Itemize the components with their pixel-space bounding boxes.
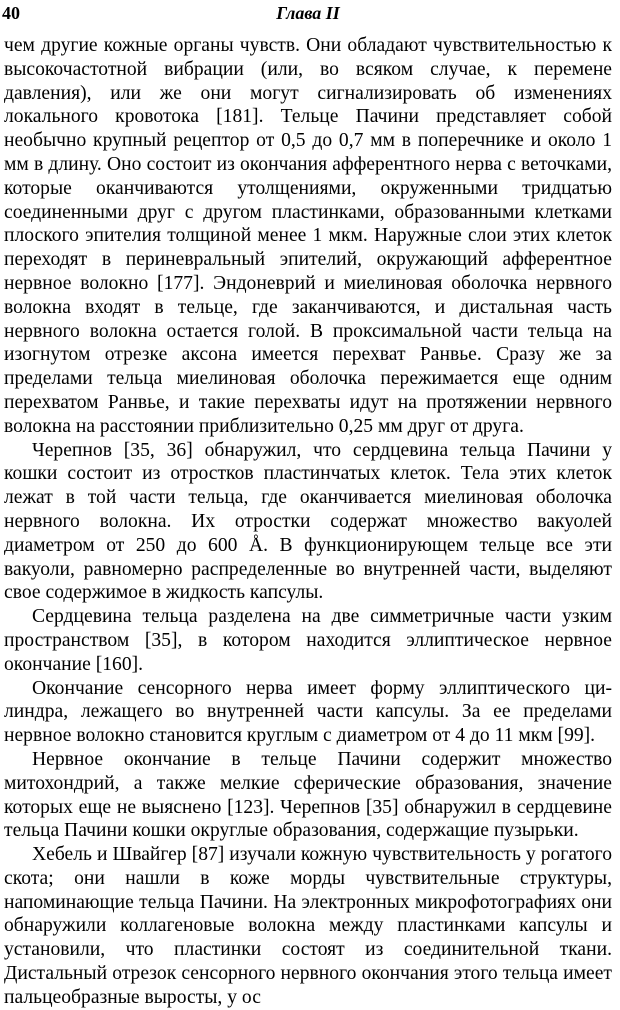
paragraph: чем другие кожные органы чувств. Они обладают чувствительностью к высокочастотной вибрации (или, во всяком случае, к перемене давления), или же они могут сигнализировать об изменениях локального кровотока [181]. Тельце Пачини представляет собой необычно крупный рецептор от 0,5 до 0,7 мм в поперечнике и около 1 мм в длину. Оно состоит из окончания афферентного нерва с веточками, которые оканчиваются утолщениями, окруженными тридцатью соединенными друг с другом пластинками, образованными клетками плоского эпителия толщиной менее 1 мкм. Наружные слои этих клеток переходят в периневральный эпителий, окружающий афферентное нервное волокно [177]. Эндоневрий и миелиновая оболочка нервного волокна входят в тельце, где заканчиваются, и дистальная часть нервного волокна остается голой. В проксимальной части тельца на изогнутом отрезке аксона имеется перехват Ранвье. Сразу же за пределами тельца миелиновая оболочка пережимается еще одним перехватом Ранвье, и такие перехваты идут на протяжении нервного волокна на расстоянии приблизительно 0,25 мм друг от друга. [4,35,612,437]
running-head: Глава II [276,3,340,23]
paragraph: Окончание сенсорного нерва имеет форму эллиптического цилиндра, лежащего во внутренней части капсулы. За ее пределами нервное волокно становится круглым с диаметром от 4 до 11 мкм [99]. [4,677,612,747]
page-header [2,0,614,26]
paragraph: Нервное окончание в тельце Пачини содержит множество митохондрий, а также мелкие сферические образования, значение которых еще не выяснено [123]. Черепнов [35] обнаружил в сердцевине тельца Пачини кошки округлые образования, содержащие пузырьки. [4,748,612,842]
paragraph: Хебель и Швайгер [87] изучали кожную чувствительность у рогатого скота; они нашли в коже морды чувствительные структуры, напоминающие тельца Пачини. На электронных микрофотографиях они обнаружили коллагеновые волокна между пластинками капсулы и установили, что пластинки состоят из соединительной ткани. Дистальный отрезок сенсорного нервного окончания этого тельца имеет пальцеобразные выросты, у ос [4,844,612,1008]
paragraph: Сердцевина тельца разделена на две симметричные части узким пространством [35], в котором находится эллиптическое нервное окончание [160]. [4,606,612,675]
page-number: 40 [2,3,20,23]
body-text [4,34,612,1010]
paragraph: Черепнов [35, 36] обнаружил, что сердцевина тельца Пачини у кошки состоит из отростков пластинчатых клеток. Тела этих клеток лежат в той части тельца, где оканчивается миелиновая оболочка нервного волокна. Их отростки содержат множество вакуолей диаметром от 250 до 600 Å. В функционирующем тельце все эти вакуоли, равномерно распределенные во внутренней части, выделяют свое содержимое в жидкость капсулы. [4,439,612,604]
